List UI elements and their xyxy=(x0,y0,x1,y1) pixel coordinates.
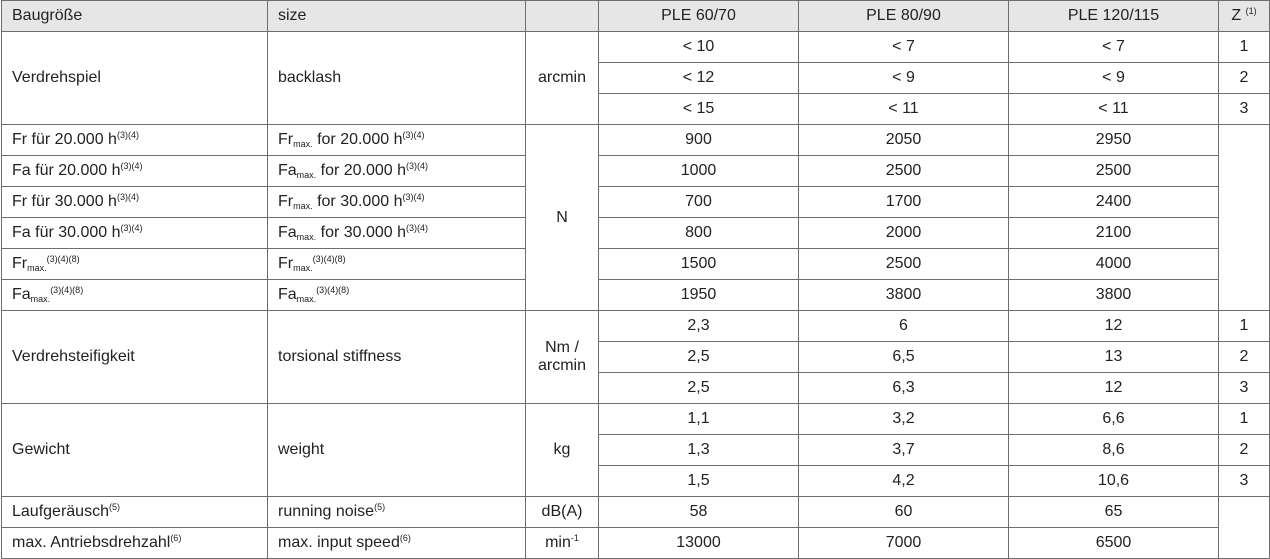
noise-value: 58 xyxy=(599,497,799,528)
backlash-z: 2 xyxy=(1219,63,1270,94)
noise-value: 60 xyxy=(799,497,1009,528)
force-value: 2100 xyxy=(1009,218,1219,249)
weight-unit: kg xyxy=(526,404,599,497)
speed-label-de: max. Antriebsdrehzahl$^{(6)}$ xyxy=(2,528,268,559)
force-label-en: $Fa_{max.}$ for 20.000 $h^{(3)(4)}$ xyxy=(268,156,526,187)
force-value: 3800 xyxy=(799,280,1009,311)
backlash-z: 1 xyxy=(1219,32,1270,63)
stiffness-z: 2 xyxy=(1219,342,1270,373)
header-model-3: PLE 120/115 xyxy=(1009,1,1219,32)
header-col-z xyxy=(1219,1,1270,32)
speed-label-en: max. input speed$^{(6)}$ xyxy=(268,528,526,559)
force-label-en: $Fr_{max.}^{(3)(4)(8)}$ xyxy=(268,249,526,280)
stiffness-value: 6,3 xyxy=(799,373,1009,404)
stiffness-value: 2,3 xyxy=(599,311,799,342)
force-value: 1950 xyxy=(599,280,799,311)
force-value: 4000 xyxy=(1009,249,1219,280)
force-row-3 xyxy=(2,187,1270,218)
force-label-de: $Fr_{max.}^{(3)(4)(8)}$ xyxy=(2,249,268,280)
backlash-value: < 15 xyxy=(599,94,799,125)
force-value: 2050 xyxy=(799,125,1009,156)
stiffness-unit-line2: arcmin xyxy=(537,357,586,374)
backlash-value: < 7 xyxy=(1009,32,1219,63)
weight-label-en: weight xyxy=(268,404,526,497)
force-value: 700 xyxy=(599,187,799,218)
weight-value: 3,2 xyxy=(799,404,1009,435)
noise-value: 65 xyxy=(1009,497,1219,528)
weight-z: 3 xyxy=(1219,466,1270,497)
force-value: 2000 xyxy=(799,218,1009,249)
stiffness-label-de: Verdrehsteifigkeit xyxy=(2,311,268,404)
force-value: 2400 xyxy=(1009,187,1219,218)
weight-row-1 xyxy=(2,404,1270,435)
backlash-value: < 7 xyxy=(799,32,1009,63)
force-row-2 xyxy=(2,156,1270,187)
force-label-de: Fr für 20.000 $h^{(3)(4)}$ xyxy=(2,125,268,156)
speed-unit: $\min^{-1}$ xyxy=(526,528,599,559)
header-model-1: PLE 60/70 xyxy=(599,1,799,32)
backlash-unit: arcmin xyxy=(526,32,599,125)
header-col-en: size xyxy=(268,1,526,32)
force-value: 3800 xyxy=(1009,280,1219,311)
specification-table xyxy=(1,0,1270,559)
force-value: 2500 xyxy=(1009,156,1219,187)
backlash-z: 3 xyxy=(1219,94,1270,125)
stiffness-value: 12 xyxy=(1009,373,1219,404)
weight-z: 1 xyxy=(1219,404,1270,435)
force-label-de: $Fa_{max.}^{(3)(4)(8)}$ xyxy=(2,280,268,311)
noise-label-de: Laufgeräusch$^{(5)}$ xyxy=(2,497,268,528)
stiffness-value: 2,5 xyxy=(599,342,799,373)
backlash-row-1 xyxy=(2,32,1270,63)
noise-unit: dB(A) xyxy=(526,497,599,528)
backlash-value: < 11 xyxy=(1009,94,1219,125)
backlash-value: < 9 xyxy=(799,63,1009,94)
header-model-2: PLE 80/90 xyxy=(799,1,1009,32)
speed-value: 7000 xyxy=(799,528,1009,559)
force-row-4 xyxy=(2,218,1270,249)
weight-value: 1,1 xyxy=(599,404,799,435)
stiffness-unit-line1: Nm / xyxy=(545,339,579,356)
force-value: 800 xyxy=(599,218,799,249)
speed-value: 6500 xyxy=(1009,528,1219,559)
weight-z: 2 xyxy=(1219,435,1270,466)
noise-row xyxy=(2,497,1270,528)
header-row xyxy=(2,1,1270,32)
force-value: 900 xyxy=(599,125,799,156)
weight-value: 3,7 xyxy=(799,435,1009,466)
force-label-en: $Fa_{max.}^{(3)(4)(8)}$ xyxy=(268,280,526,311)
weight-value: 4,2 xyxy=(799,466,1009,497)
force-value: 2950 xyxy=(1009,125,1219,156)
force-value: 1500 xyxy=(599,249,799,280)
force-unit: N xyxy=(526,125,599,311)
stiffness-value: 13 xyxy=(1009,342,1219,373)
stiffness-row-1 xyxy=(2,311,1270,342)
force-label-en: $Fr_{max.}$ for 20.000 $h^{(3)(4)}$ xyxy=(268,125,526,156)
force-value: 2500 xyxy=(799,156,1009,187)
header-z-note: (1) xyxy=(1245,6,1257,16)
stiffness-z: 3 xyxy=(1219,373,1270,404)
backlash-value: < 10 xyxy=(599,32,799,63)
force-label-en: $Fr_{max.}$ for 30.000 $h^{(3)(4)}$ xyxy=(268,187,526,218)
weight-value: 8,6 xyxy=(1009,435,1219,466)
header-z-label: Z xyxy=(1231,7,1242,24)
weight-value: 1,3 xyxy=(599,435,799,466)
stiffness-unit xyxy=(526,311,599,404)
stiffness-value: 6,5 xyxy=(799,342,1009,373)
backlash-value: < 11 xyxy=(799,94,1009,125)
noise-z-empty xyxy=(1219,497,1270,559)
speed-row xyxy=(2,528,1270,559)
force-value: 1000 xyxy=(599,156,799,187)
stiffness-value: 12 xyxy=(1009,311,1219,342)
force-label-en: $Fa_{max.}$ for 30.000 $h^{(3)(4)}$ xyxy=(268,218,526,249)
backlash-label-en: backlash xyxy=(268,32,526,125)
weight-label-de: Gewicht xyxy=(2,404,268,497)
force-z-empty xyxy=(1219,125,1270,311)
header-col-de: Baugröße xyxy=(2,1,268,32)
backlash-value: < 9 xyxy=(1009,63,1219,94)
force-row-1 xyxy=(2,125,1270,156)
force-value: 2500 xyxy=(799,249,1009,280)
force-label-de: Fa für 20.000 $h^{(3)(4)}$ xyxy=(2,156,268,187)
header-col-unit xyxy=(526,1,599,32)
force-row-6 xyxy=(2,280,1270,311)
stiffness-z: 1 xyxy=(1219,311,1270,342)
backlash-value: < 12 xyxy=(599,63,799,94)
stiffness-value: 6 xyxy=(799,311,1009,342)
stiffness-value: 2,5 xyxy=(599,373,799,404)
weight-value: 1,5 xyxy=(599,466,799,497)
force-label-de: Fr für 30.000 $h^{(3)(4)}$ xyxy=(2,187,268,218)
force-row-5 xyxy=(2,249,1270,280)
stiffness-label-en: torsional stiffness xyxy=(268,311,526,404)
noise-label-en: running noise$^{(5)}$ xyxy=(268,497,526,528)
backlash-label-de: Verdrehspiel xyxy=(2,32,268,125)
weight-value: 6,6 xyxy=(1009,404,1219,435)
force-label-de: Fa für 30.000 $h^{(3)(4)}$ xyxy=(2,218,268,249)
speed-value: 13000 xyxy=(599,528,799,559)
weight-value: 10,6 xyxy=(1009,466,1219,497)
force-value: 1700 xyxy=(799,187,1009,218)
